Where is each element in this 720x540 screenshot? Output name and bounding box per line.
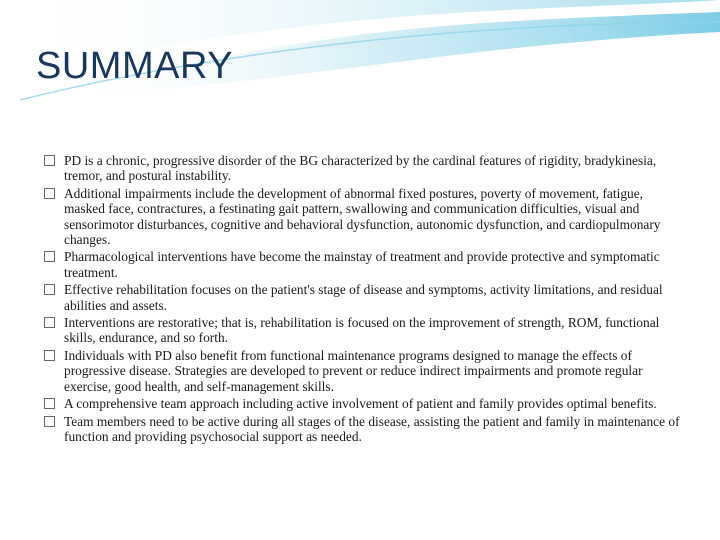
- square-bullet-icon: [44, 350, 55, 361]
- slide-title: SUMMARY: [36, 45, 234, 87]
- bullet-text: A comprehensive team approach including active involvement of patient and family provides optimal benefits.: [64, 396, 657, 412]
- square-bullet-icon: [44, 251, 55, 262]
- bullet-text: Additional impairments include the development of abnormal fixed postures, poverty of movement, fatigue, masked face, contractures, a festinating gait pattern, swallowing and communication difficulties, visual and sensorimotor disturbances, cognitive and behavioral dysfunction, autonomic dysfunction, and cardiopulmonary changes.: [64, 185, 661, 248]
- bullet-item: [44, 414, 684, 445]
- bullet-item: [44, 249, 684, 280]
- bullet-text: Pharmacological interventions have become the mainstay of treatment and provide protective and symptomatic treatment.: [64, 249, 660, 280]
- bullet-item: [44, 282, 684, 313]
- bullet-item: [44, 396, 684, 411]
- square-bullet-icon: [44, 416, 55, 427]
- bullet-text: Interventions are restorative; that is, rehabilitation is focused on the improvement of strength, ROM, functional skills, endurance, and so forth.: [64, 315, 660, 346]
- square-bullet-icon: [44, 284, 55, 295]
- bullet-item: [44, 153, 684, 184]
- bullet-text: Team members need to be active during all stages of the disease, assisting the patient and family in maintenance of function and providing psychosocial support as needed.: [64, 413, 680, 444]
- bullet-item: [44, 186, 684, 248]
- square-bullet-icon: [44, 317, 55, 328]
- bullet-item: [44, 315, 684, 346]
- bullet-item: [44, 348, 684, 394]
- square-bullet-icon: [44, 398, 55, 409]
- square-bullet-icon: [44, 155, 55, 166]
- bullet-text: Effective rehabilitation focuses on the patient's stage of disease and symptoms, activity limitations, and residual abilities and assets.: [64, 282, 663, 313]
- bullet-text: Individuals with PD also benefit from functional maintenance programs designed to manage the effects of progressive disease. Strategies are developed to prevent or reduce indirect impairments and promote regular exercise, good health, and self-management skills.: [64, 347, 643, 394]
- bullet-text: PD is a chronic, progressive disorder of the BG characterized by the cardinal features of rigidity, bradykinesia, tremor, and postural instability.: [64, 153, 657, 184]
- square-bullet-icon: [44, 188, 55, 199]
- bullet-list: [44, 153, 684, 446]
